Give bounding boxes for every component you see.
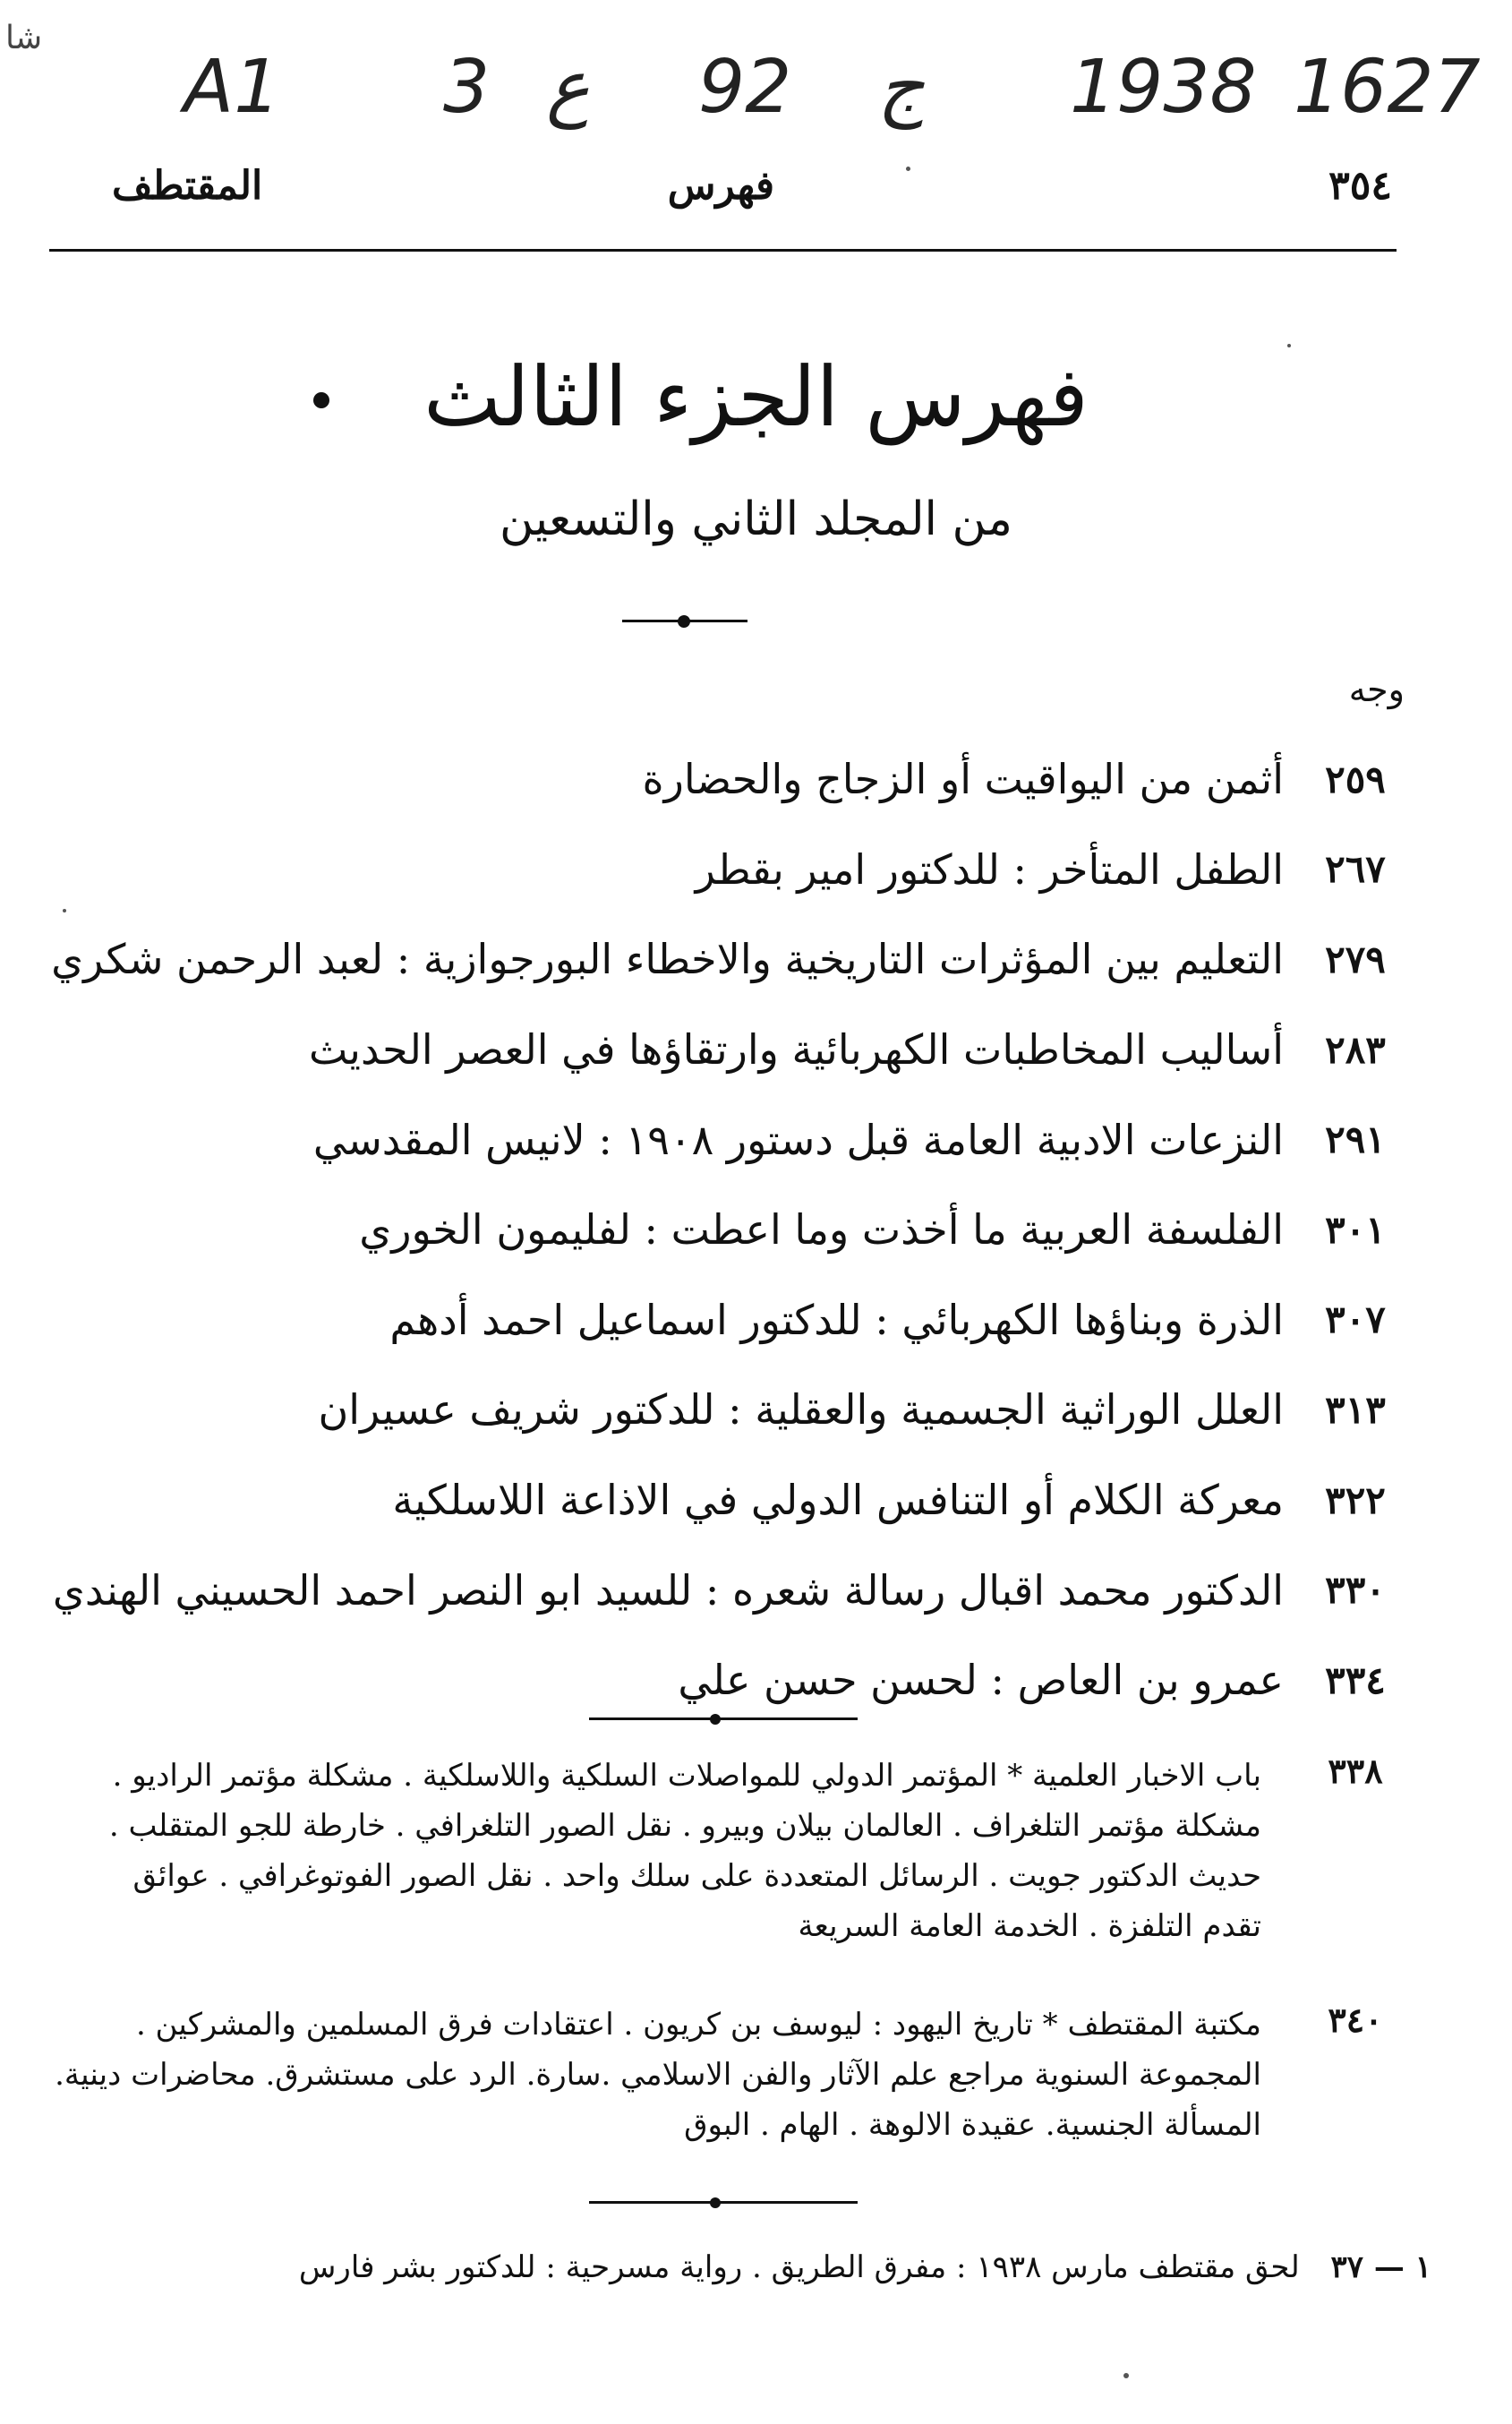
block-line: مكتبة المقتطف * تاريخ اليهود : ليوسف بن كريون . اعتقادات فرق المسلمين والمشركين . bbox=[135, 2007, 1261, 2043]
block-line: المجموعة السنوية مراجع علم الآثار والفن الاسلامي .سارة. الرد على مستشرق. محاضرات دينية. bbox=[55, 2057, 1261, 2093]
supplement-text: لحق مقتطف مارس ١٩٣٨ : مفرق الطريق . رواية مسرحية : للدكتور بشر فارس bbox=[298, 2249, 1300, 2285]
entry-title: أساليب المخاطبات الكهربائية وارتقاؤها في العصر الحديث bbox=[309, 1025, 1284, 1075]
block-line: المسألة الجنسية. عقيدة الالوهة . الهام . البوق bbox=[684, 2107, 1261, 2143]
entry-page: ٢٩١ bbox=[1325, 1118, 1386, 1162]
header-section: فهرس bbox=[667, 163, 774, 209]
page-title: فهرس الجزء الثالث bbox=[423, 349, 1089, 445]
supplement-pages: ١ — ٣٧ bbox=[1330, 2249, 1431, 2285]
entry-title: التعليم بين المؤثرات التاريخية والاخطاء البورجوازية : لعبد الرحمن شكري bbox=[51, 935, 1284, 984]
entry-page: ٣٠١ bbox=[1325, 1207, 1386, 1252]
entry-title: عمرو بن العاص : لحسن حسن علي bbox=[678, 1656, 1284, 1705]
annotation-token: 1627 bbox=[1294, 45, 1481, 130]
print-speck bbox=[1123, 2373, 1129, 2378]
toc-entry bbox=[84, 1005, 1427, 1095]
block-line: باب الاخبار العلمية * المؤتمر الدولي للمواصلات السلكية واللاسلكية . مشكلة مؤتمر الراديو . bbox=[112, 1758, 1261, 1794]
annotation-token: ج bbox=[877, 45, 925, 130]
annotation-token: A1 bbox=[184, 45, 281, 130]
supplement-note bbox=[71, 2249, 1431, 2285]
entry-title: الطفل المتأخر : للدكتور امير بقطر bbox=[695, 844, 1284, 894]
entry-page: ٣٣٤ bbox=[1325, 1657, 1386, 1702]
entry-page: ٢٦٧ bbox=[1325, 847, 1386, 892]
section-divider bbox=[589, 2201, 858, 2204]
entry-page: ٢٨٣ bbox=[1325, 1027, 1386, 1072]
annotation-token: ع bbox=[546, 45, 590, 130]
entry-page: ٣٢٢ bbox=[1325, 1478, 1386, 1522]
annotation-token: 92 bbox=[698, 45, 792, 130]
entry-title: معركة الكلام أو التنافس الدولي في الاذاعة اللاسلكية bbox=[392, 1476, 1284, 1525]
margin-note: شا bbox=[5, 20, 43, 56]
toc-entry bbox=[84, 1094, 1427, 1185]
entry-title: الفلسفة العربية ما أخذت وما اعطت : لفليمون الخوري bbox=[359, 1205, 1284, 1255]
block-page: ٣٤٠ bbox=[1328, 2000, 1383, 2040]
toc-entry bbox=[84, 734, 1427, 825]
annotation-token: 3 bbox=[443, 45, 491, 130]
block-line: حديث الدكتور جويت . الرسائل المتعددة على سلك واحد . نقل الصور الفوتوغرافي . عوائق bbox=[132, 1858, 1261, 1894]
entry-page: ٣٠٧ bbox=[1325, 1298, 1386, 1342]
entry-page: ٣١٣ bbox=[1325, 1387, 1386, 1432]
running-header bbox=[49, 163, 1392, 226]
library-block bbox=[55, 2000, 1427, 2150]
print-speck bbox=[1287, 344, 1291, 347]
annotation-token: 1938 bbox=[1070, 45, 1257, 130]
title-bullet bbox=[313, 392, 329, 408]
entry-title: النزعات الادبية العامة قبل دستور ١٩٠٨ : لانيس المقدسي bbox=[312, 1115, 1284, 1164]
block-page: ٣٣٨ bbox=[1328, 1751, 1383, 1791]
block-line: تقدم التلفزة . الخدمة العامة السريعة bbox=[798, 1908, 1261, 1944]
entry-title: أثمن من اليواقيت أو الزجاج والحضارة bbox=[642, 755, 1284, 804]
toc-entry bbox=[52, 1545, 1427, 1635]
block-line: مشكلة مؤتمر التلغراف . العالمان بيلان وبيرو . نقل الصور التلغرافي . خارطة للجو المتقلب . bbox=[108, 1808, 1261, 1844]
toc-entry bbox=[84, 1275, 1427, 1366]
science-news-block bbox=[84, 1751, 1427, 1951]
print-speck bbox=[906, 167, 910, 171]
header-magazine-name: المقتطف bbox=[112, 163, 263, 209]
toc-entry bbox=[51, 914, 1427, 1005]
entry-page: ٣٣٠ bbox=[1325, 1568, 1386, 1613]
entry-page: ٢٧٩ bbox=[1325, 937, 1386, 981]
entry-title: الذرة وبناؤها الكهربائي : للدكتور اسماعيل احمد أدهم bbox=[389, 1295, 1284, 1344]
entry-title: العلل الوراثية الجسمية والعقلية : للدكتور شريف عسيران bbox=[318, 1385, 1284, 1435]
toc-entry bbox=[84, 825, 1427, 915]
entry-title: الدكتور محمد اقبال رسالة شعره : للسيد ابو النصر احمد الحسيني الهندي bbox=[52, 1565, 1284, 1615]
title-ornament bbox=[622, 620, 747, 622]
section-divider bbox=[589, 1717, 858, 1720]
entry-page: ٢٥٩ bbox=[1325, 757, 1386, 801]
page-column-label: وجه bbox=[1348, 670, 1405, 709]
toc-list bbox=[51, 734, 1427, 1726]
print-speck bbox=[63, 909, 66, 912]
header-rule bbox=[49, 249, 1397, 252]
handwritten-catalog-annotation bbox=[0, 18, 1512, 134]
toc-entry bbox=[84, 1365, 1427, 1455]
header-page-number: ٣٥٤ bbox=[1328, 163, 1392, 209]
toc-entry bbox=[84, 1185, 1427, 1275]
page-subtitle: من المجلد الثاني والتسعين bbox=[500, 493, 1012, 546]
toc-entry bbox=[84, 1455, 1427, 1546]
toc-entry bbox=[84, 1635, 1427, 1726]
